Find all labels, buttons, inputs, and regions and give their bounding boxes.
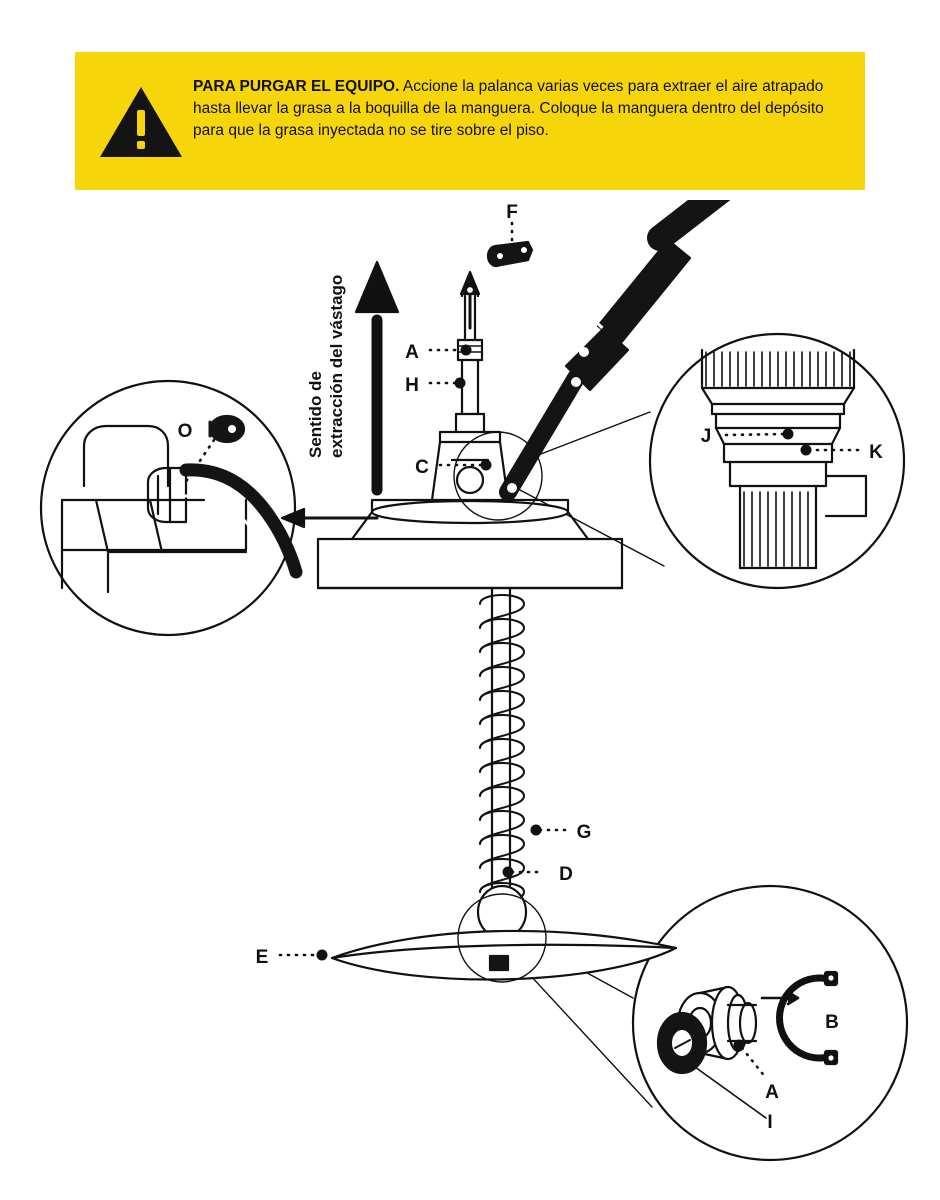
callout-label-k: K xyxy=(869,442,883,463)
direction-arrow xyxy=(356,262,398,490)
detail-circle-bottom-right xyxy=(505,886,907,1160)
callout-label-o: O xyxy=(177,421,193,442)
warning-triangle-icon xyxy=(93,70,189,160)
direction-label-line-2: extracción del vástago xyxy=(327,274,347,458)
callout-label-a-top: A xyxy=(405,342,419,363)
callout-label-g: G xyxy=(576,822,592,843)
callout-label-f: F xyxy=(506,202,518,223)
warning-body: Accione la palanca varias veces para extraer el aire atrapado hasta llevar la grasa a la boquilla de la manguera. Coloque la manguera dentro del depósito para que la grasa inyectada no se tire sobre el piso. xyxy=(193,78,824,139)
callout-label-a-detail: A xyxy=(765,1082,779,1103)
callout-label-h: H xyxy=(405,375,419,396)
part-f xyxy=(488,202,532,266)
follower-plate xyxy=(332,931,676,980)
callout-g xyxy=(531,822,592,843)
warning-lead: PARA PURGAR EL EQUIPO. xyxy=(193,78,400,95)
callout-label-c: C xyxy=(415,457,429,478)
detail-circle-left xyxy=(41,381,296,635)
main-assembly xyxy=(256,200,828,982)
screw-shaft xyxy=(478,588,526,938)
callout-label-e: E xyxy=(255,947,269,968)
direction-label-line-1: Sentido de xyxy=(306,371,325,458)
callout-h xyxy=(405,375,465,396)
warning-banner xyxy=(75,52,865,190)
callout-label-d: D xyxy=(559,864,573,885)
callout-label-j: J xyxy=(700,426,712,447)
illustration-svg xyxy=(0,200,940,1200)
technical-illustration xyxy=(0,200,940,1200)
warning-text xyxy=(189,70,843,142)
callout-d xyxy=(503,864,573,885)
callout-label-b: B xyxy=(825,1012,839,1033)
callout-label-i: I xyxy=(767,1112,773,1133)
callout-e xyxy=(256,947,328,968)
